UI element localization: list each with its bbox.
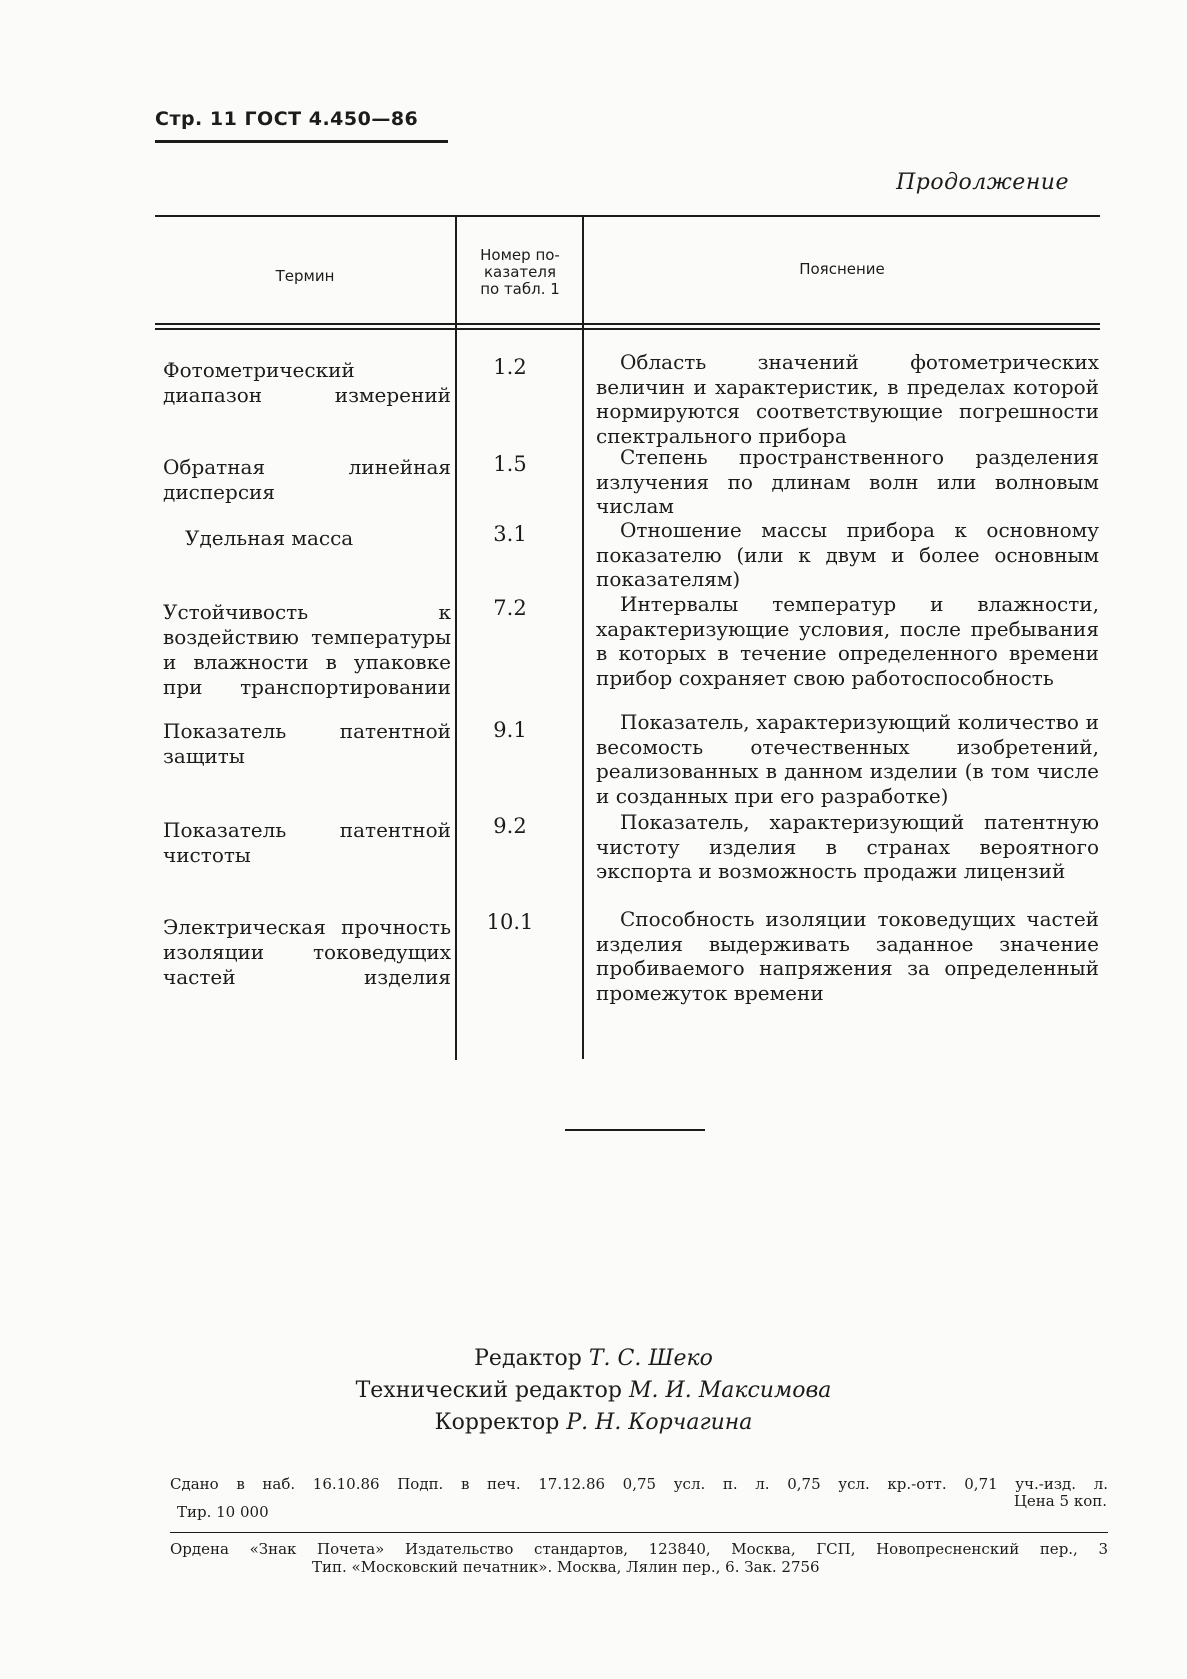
term-cell: Обратная линейная дисперсия [163,455,451,504]
explanation-cell [596,592,1099,690]
corrector-name: Р. Н. Корчагина [566,1410,753,1435]
term-cell: Фотометрический диапазон измерений [163,358,451,407]
explanation-cell [596,710,1099,808]
number-cell: 1.5 [493,452,527,476]
explanation-text: Область значений фотометрических величин и характеристик, в пределах которой нормируются соответствующие погрешности спектрального прибора [596,350,1099,448]
credits [0,1343,1187,1439]
tech-editor-name: М. И. Максимова [629,1378,832,1403]
explanation-cell [596,810,1099,884]
table-header-rule-2 [155,328,1100,330]
explanation-text: Показатель, характеризующий количество и весомость отечественных изобретений, реализованных в данном изделии (в том числе и созданных при его разработке) [596,710,1099,808]
column-header-number: Номер по- казателя по табл. 1 [480,246,560,298]
explanation-cell [596,518,1099,592]
imprint-line-1: Сдано в наб. 16.10.86 Подп. в печ. 17.12.86 0,75 усл. п. л. 0,75 усл. кр.-отт. 0,71 уч.-изд. л. [170,1475,1108,1493]
table-top-rule [155,215,1100,217]
explanation-text: Степень пространственного разделения излучения по длинам волн или волновым числам [596,445,1099,518]
editor-line [0,1343,1187,1375]
header-rule [155,140,448,143]
continuation-label: Продолжение [896,170,1069,195]
number-cell: 3.1 [493,522,527,546]
imprint-publisher: Ордена «Знак Почета» Издательство стандартов, 123840, Москва, ГСП, Новопресненский пер., 3 [170,1540,1108,1558]
term-cell: Показатель патентной чистоты [163,818,451,867]
editor-name: Т. С. Шеко [588,1346,713,1371]
section-divider [565,1129,705,1131]
imprint-price: Цена 5 коп. [1013,1492,1107,1510]
column-header-term: Термин [275,267,335,285]
explanation-cell [596,445,1099,519]
explanation-cell [596,350,1099,448]
number-cell: 9.2 [493,814,527,838]
corrector-label: Корректор [434,1410,560,1435]
tech-editor-label: Технический редактор [355,1378,623,1403]
explanation-text: Показатель, характеризующий патентную чистоту изделия в странах вероятного экспорта и возможность продажи лицензий [596,810,1099,883]
term-cell: Удельная масса [185,526,354,550]
imprint-rule [170,1532,1108,1533]
number-cell: 1.2 [493,355,527,379]
editor-label: Редактор [474,1346,582,1371]
explanation-text: Способность изоляции токоведущих частей изделия выдерживать заданное значение пробиваемого напряжения за определенный промежуток времени [596,907,1099,1005]
term-cell: Показатель патентной защиты [163,719,451,768]
tech-editor-line [0,1375,1187,1407]
imprint-printer: Тип. «Московский печатник». Москва, Лялин пер., 6. Зак. 2756 [312,1558,820,1576]
page-header: Стр. 11 ГОСТ 4.450—86 [155,108,419,130]
term-cell: Электрическая прочность изоляции токоведущих частей изделия [163,915,451,989]
table-divider-2 [582,217,584,1059]
explanation-cell [596,907,1099,1005]
term-cell: Устойчивость к воздействию температуры и влажности в упаковке при транспортировании [163,600,451,699]
column-header-explanation: Пояснение [799,260,885,278]
number-cell: 10.1 [486,910,534,934]
explanation-text: Интервалы температур и влажности, характеризующие условия, после пребывания в которых в течение определенного времени прибор сохраняет свою работоспособность [596,592,1099,690]
explanation-text: Отношение массы прибора к основному показателю (или к двум и более основным показателям) [596,518,1099,591]
imprint-circulation: Тир. 10 000 [177,1503,269,1521]
number-cell: 7.2 [493,596,527,620]
table-header-rule [155,323,1100,325]
number-cell: 9.1 [493,718,527,742]
corrector-line [0,1407,1187,1439]
